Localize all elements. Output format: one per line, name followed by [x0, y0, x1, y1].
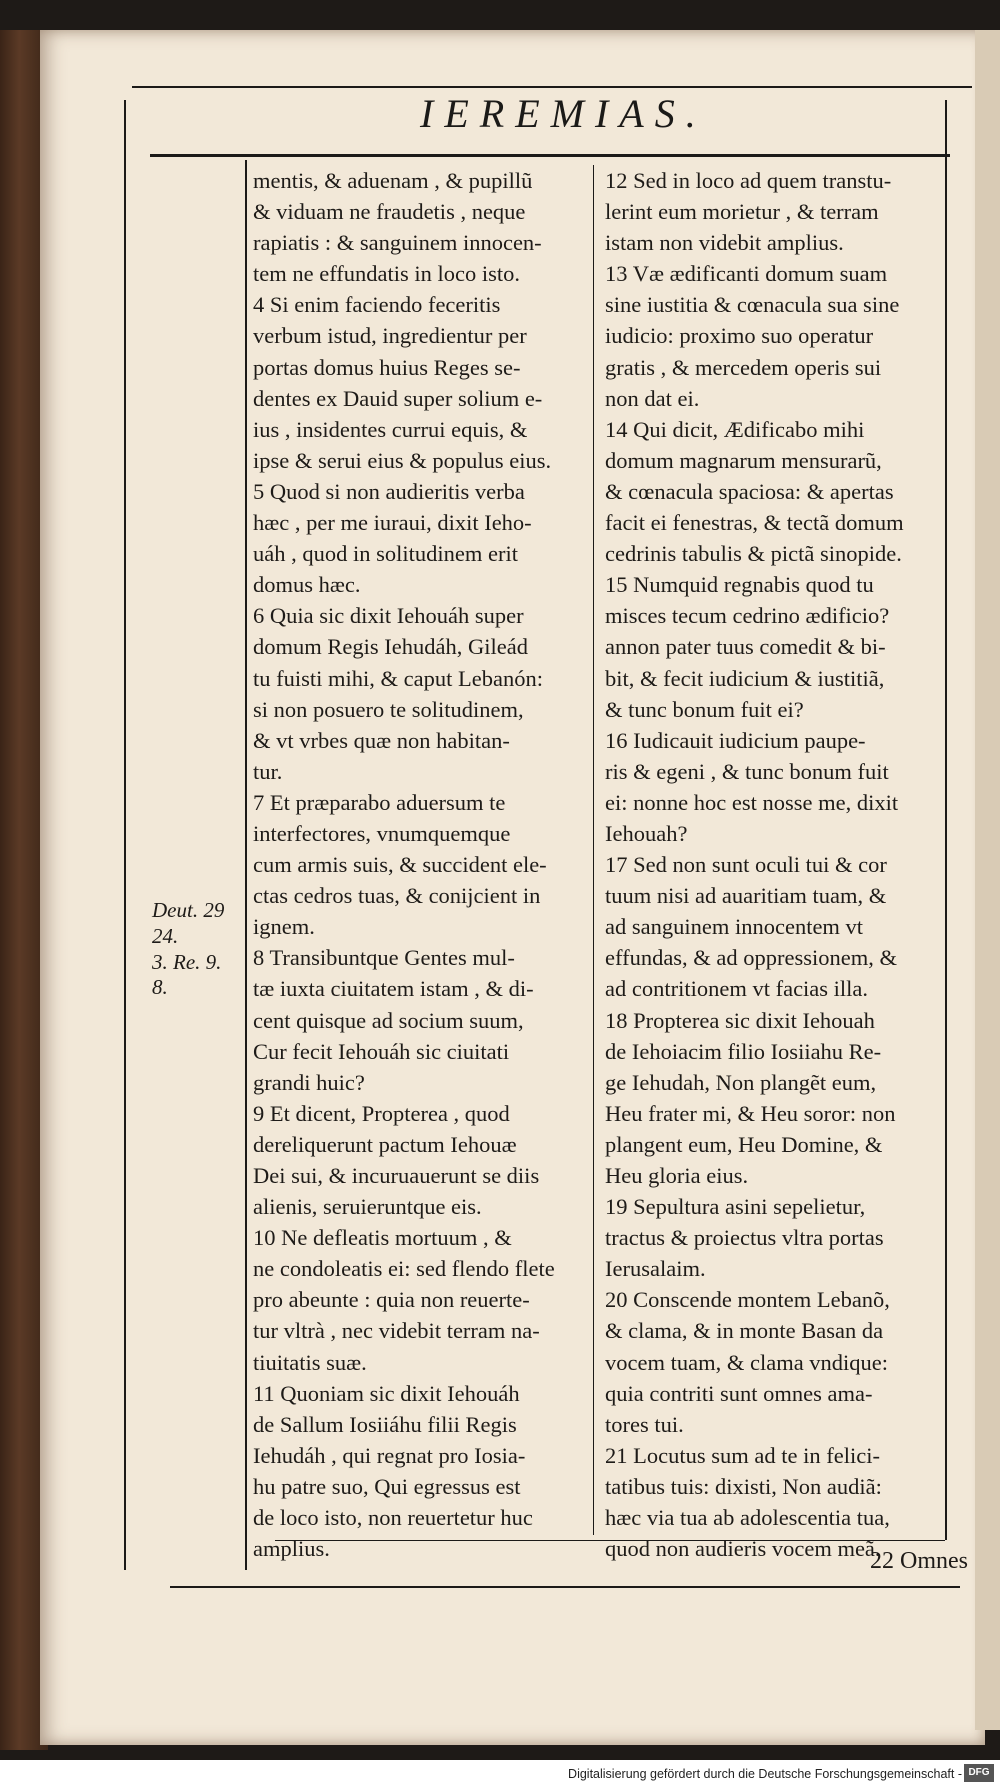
text-line: ei: nonne hoc est nosse me, dixit — [605, 789, 899, 815]
text-line: vocem tuam, & clama vndique: — [605, 1349, 889, 1375]
text-line: Cur fecit Iehouáh sic ciuitati — [253, 1038, 510, 1064]
page-right-edge — [975, 30, 1000, 1730]
column-divider-rule — [593, 165, 594, 1535]
text-line: 10 Ne defleatis mortuum , & — [253, 1225, 512, 1251]
text-line: pro abeunte : quia non reuerte- — [253, 1287, 530, 1313]
text-line: portas domus huius Reges se- — [253, 354, 521, 380]
text-line: ignem. — [253, 914, 315, 940]
left-frame-rule — [124, 100, 126, 1570]
text-line: de Sallum Iosiiáhu filii Regis — [253, 1411, 517, 1437]
text-line: Iehudáh , qui regnat pro Iosia- — [253, 1442, 526, 1468]
margin-note-line: 8. — [152, 975, 168, 1000]
text-line: tur vltrà , nec videbit terram na- — [253, 1318, 540, 1344]
header-rule — [150, 154, 950, 157]
margin-note-line: 24. — [152, 923, 179, 948]
top-rule — [132, 86, 972, 88]
running-head: IEREMIAS. — [420, 91, 707, 136]
dfg-logo: DFG — [964, 1764, 994, 1782]
text-line: interfectores, vnumquemque — [253, 820, 511, 846]
text-line: 7 Et præparabo aduersum te — [253, 789, 506, 815]
text-line: misces tecum cedrino ædificio? — [605, 603, 890, 629]
text-line: & clama, & in monte Basan da — [605, 1318, 884, 1344]
text-line: & cœnacula spaciosa: & apertas — [605, 478, 894, 504]
text-line: Heu gloria eius. — [605, 1163, 749, 1188]
text-line: & viduam ne fraudetis , neque — [253, 199, 526, 225]
text-line: alienis, seruieruntque eis. — [253, 1194, 482, 1220]
text-line: hæc via tua ab adolescentia tua, — [605, 1505, 890, 1531]
text-line: effundas, & ad oppressionem, & — [605, 945, 898, 971]
text-line: ad sanguinem innocentem vt — [605, 914, 864, 940]
text-line: 17 Sed non sunt oculi tui & cor — [605, 852, 887, 878]
text-line: iudicio: proximo suo operatur — [605, 323, 874, 349]
text-line: domum Regis Iehudáh, Gileád — [253, 634, 528, 660]
text-line: 4 Si enim faciendo feceritis — [253, 292, 501, 318]
text-line: ipse & serui eius & populus eius. — [253, 447, 552, 473]
text-line: si non posuero te solitudinem, — [253, 696, 524, 722]
text-line: grandi huic? — [253, 1069, 365, 1095]
margin-frame-rule — [245, 160, 247, 1570]
text-line: Ierusalaim. — [605, 1256, 706, 1282]
text-line: Heu frater mi, & Heu soror: non — [605, 1100, 896, 1126]
text-line: dentes ex Dauid super solium e- — [253, 385, 543, 411]
text-line: 12 Sed in loco ad quem transtu- — [605, 168, 892, 193]
margin-note-line: 3. Re. 9. — [152, 949, 222, 974]
foot-rule — [170, 1586, 960, 1588]
text-line: 13 Væ ædificanti domum suam — [605, 261, 888, 287]
text-line: 19 Sepultura asini sepelietur, — [605, 1194, 866, 1220]
text-line: 9 Et dicent, Propterea , quod — [253, 1100, 510, 1126]
text-line: ne condoleatis ei: sed flendo flete — [253, 1256, 555, 1282]
text-line: ris & egeni , & tunc bonum fuit — [605, 758, 889, 784]
text-line: tores tui. — [605, 1411, 684, 1437]
text-line: annon pater tuus comedit & bi- — [605, 634, 886, 660]
text-line: tæ iuxta ciuitatem istam , & di- — [253, 976, 534, 1002]
text-line: 16 Iudicauit iudicium paupe- — [605, 727, 866, 753]
text-line: & vt vrbes quæ non habitan- — [253, 727, 510, 753]
footer-credit: Digitalisierung gefördert durch die Deutsche Forschungsgemeinschaft - — [568, 1767, 962, 1781]
margin-note-line: Deut. 29 — [152, 898, 225, 922]
text-line: sine iustitia & cœnacula sua sine — [605, 292, 900, 318]
text-line: gratis , & mercedem operis sui — [605, 354, 882, 380]
text-line: hu patre suo, Qui egressus est — [253, 1473, 521, 1499]
text-line: lerint eum morietur , & terram — [605, 199, 879, 225]
catchword: 22 Omnes — [870, 1548, 968, 1574]
text-line: verbum istud, ingredientur per — [253, 323, 527, 349]
text-line: tur. — [253, 758, 283, 784]
text-line: ius , insidentes currui equis, & — [253, 416, 528, 442]
text-line: rapiatis : & sanguinem innocen- — [253, 230, 542, 256]
text-line: Dei sui, & incuruauerunt se diis — [253, 1163, 540, 1188]
text-line: quia contriti sunt omnes ama- — [605, 1380, 873, 1406]
text-line: 6 Quia sic dixit Iehouáh super — [253, 603, 524, 629]
text-line: uáh , quod in solitudinem erit — [253, 541, 518, 567]
text-line: 8 Transibuntque Gentes mul- — [253, 945, 515, 971]
text-line: mentis, & aduenam , & pupillũ — [253, 168, 533, 193]
text-line: de loco isto, non reuertetur huc — [253, 1505, 533, 1531]
text-line: tatibus tuis: dixisti, Non audiã: — [605, 1473, 882, 1499]
text-line: non dat ei. — [605, 385, 700, 411]
text-line: cent quisque ad socium suum, — [253, 1007, 524, 1033]
text-line: tractus & proiectus vltra portas — [605, 1225, 884, 1251]
text-line: ctas cedros tuas, & conijcient in — [253, 883, 541, 909]
text-line: tuum nisi ad auaritiam tuam, & — [605, 883, 887, 909]
text-line: tu fuisti mihi, & caput Lebanón: — [253, 665, 543, 691]
text-line: amplius. — [253, 1536, 330, 1562]
text-line: quod non audieris vocem meã. — [605, 1536, 881, 1562]
text-line: domus hæc. — [253, 572, 361, 598]
text-line: 18 Propterea sic dixit Iehouah — [605, 1007, 875, 1033]
text-line: 5 Quod si non audieritis verba — [253, 478, 525, 504]
text-line: bit, & fecit iudicium & iustitiã, — [605, 665, 885, 691]
text-line: de Iehoiacim filio Iosiiahu Re- — [605, 1038, 882, 1064]
text-line: domum magnarum mensurarũ, — [605, 447, 882, 473]
text-line: tem ne effundatis in loco isto. — [253, 261, 521, 287]
text-line: ad contritionem vt facias illa. — [605, 976, 869, 1002]
text-line: 11 Quoniam sic dixit Iehouáh — [253, 1380, 520, 1406]
left-text-column — [253, 165, 583, 1564]
text-line: 14 Qui dicit, Ædificabo mihi — [605, 416, 865, 442]
text-line: tiuitatis suæ. — [253, 1349, 367, 1375]
text-line: plangent eum, Heu Domine, & — [605, 1131, 883, 1157]
right-text-column — [605, 165, 970, 1564]
text-line: cedrinis tabulis & pictã sinopide. — [605, 541, 902, 567]
text-line: cum armis suis, & succident ele- — [253, 852, 547, 878]
text-line: Iehouah? — [605, 820, 688, 846]
text-line: dereliquerunt pactum Iehouæ — [253, 1131, 517, 1157]
text-line: 20 Conscende montem Lebanõ, — [605, 1287, 890, 1313]
text-line: istam non videbit amplius. — [605, 230, 844, 256]
text-line: 21 Locutus sum ad te in felici- — [605, 1442, 880, 1468]
margin-cross-reference — [152, 898, 242, 1001]
text-line: ge Iehudah, Non plangẽt eum, — [605, 1069, 877, 1095]
text-line: & tunc bonum fuit ei? — [605, 696, 804, 722]
text-line: facit ei fenestras, & tectã domum — [605, 510, 904, 536]
text-line: 15 Numquid regnabis quod tu — [605, 572, 874, 598]
text-line: hæc , per me iuraui, dixit Ieho- — [253, 510, 532, 536]
